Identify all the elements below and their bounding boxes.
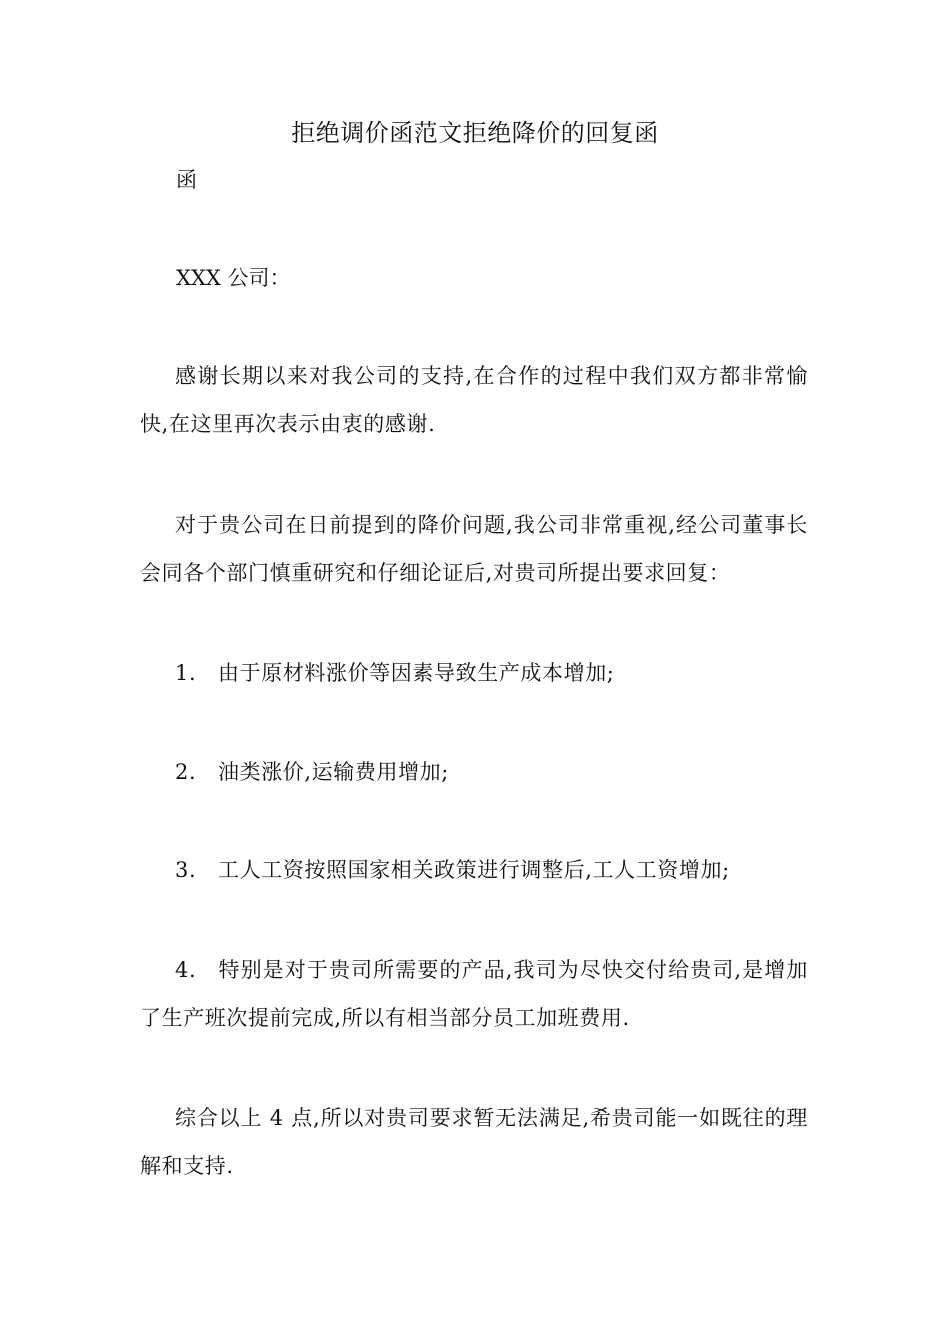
list-item-text: 油类涨价,运输费用增加;: [218, 760, 449, 784]
list-item: [140, 649, 808, 697]
document-title: 拒绝调价函范文拒绝降价的回复函: [291, 119, 659, 147]
salutation: XXX 公司：: [176, 266, 291, 290]
paragraph-thanks: 感谢长期以来对我公司的支持,在合作的过程中我们双方都非常愉快,在这里再次表示由衷的感谢.: [140, 364, 808, 436]
list-item-number: 3.: [175, 858, 197, 882]
list-item-text: 特别是对于贵司所需要的产品,我司为尽快交付给贵司,是增加了生产班次提前完成,所以有相当部分员工加班费用.: [140, 958, 808, 1030]
list-item: [140, 946, 808, 1042]
document-subtitle: 函: [176, 168, 197, 192]
paragraph-reply-intro: 对于贵公司在日前提到的降价问题,我公司非常重视,经公司董事长会同各个部门慎重研究和仔细论证后,对贵司所提出要求回复：: [140, 513, 808, 585]
paragraph-conclusion: 综合以上 4 点,所以对贵司要求暂无法满足,希贵司能一如既往的理解和支持.: [140, 1106, 808, 1178]
list-item-text: 由于原材料涨价等因素导致生产成本增加;: [218, 661, 615, 685]
list-item-number: 2.: [175, 760, 197, 784]
list-item-number: 4.: [175, 958, 197, 982]
list-item-number: 1.: [175, 661, 197, 685]
list-item: [140, 846, 808, 894]
list-item-text: 工人工资按照国家相关政策进行调整后,工人工资增加;: [218, 858, 730, 882]
list-item: [140, 748, 808, 796]
